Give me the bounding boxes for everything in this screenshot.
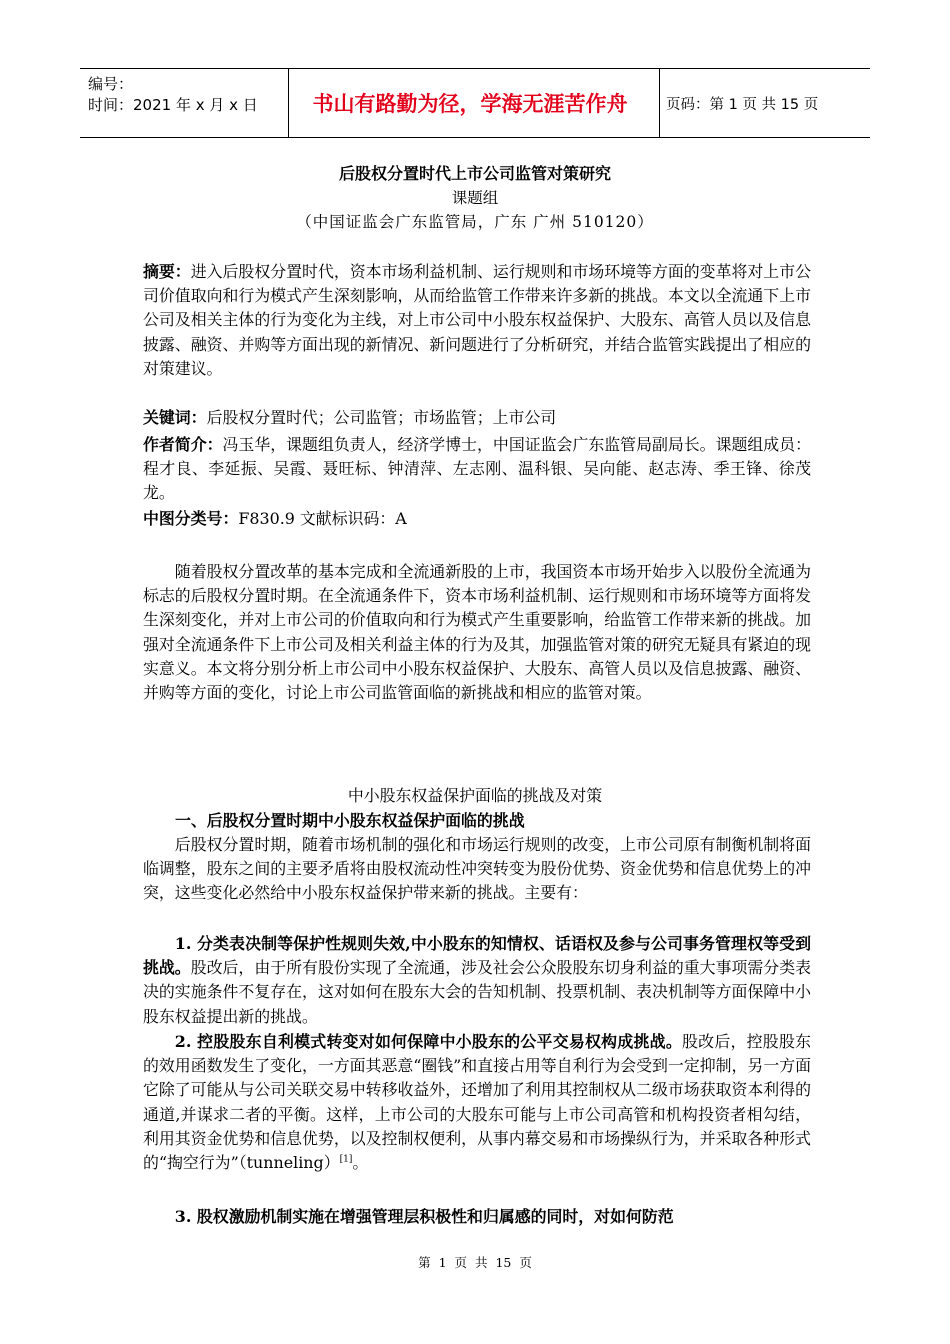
abstract-paragraph: [143, 260, 811, 381]
point-1-paragraph: [143, 932, 811, 1029]
point-1-text: 股改后，由于所有股份实现了全流通，涉及社会公众股股东切身利益的重大事项需分类表决的实施条件不复存在，这对如何在股东大会的告知机制、投票机制、表决机制等方面保障中小股东权益提出新的挑战。: [143, 958, 812, 1026]
keywords-paragraph: [143, 406, 811, 430]
header-meta: [80, 69, 289, 137]
paper-affiliation: （中国证监会广东监管局，广东 广州 510120）: [296, 213, 654, 231]
point-2-paragraph: [143, 1030, 811, 1175]
author-bio-label: 作者简介：: [143, 435, 223, 454]
paper-title: 后股权分置时代上市公司监管对策研究: [338, 164, 611, 183]
page-footer: 第 1 页 共 15 页: [418, 1255, 532, 1270]
paper-author: 课题组: [451, 189, 499, 207]
intro-paragraph: 随着股权分置改革的基本完成和全流通新股的上市，我国资本市场开始步入以股份全流通为标志的后股权分置时期。在全流通条件下，资本市场利益机制、运行规则和市场环境等方面将发生深刻变化，并对上市公司的价值取向和行为模式产生重要影响，给监管工作带来新的挑战。加强对全流通条件下上市公司及相关利益主体的行为及其，加强监管对策的研究无疑具有紧迫的现实意义。本文将分别分析上市公司中小股东权益保护、大股东、高管人员以及信息披露、融资、并购等方面的变化，讨论上市公司监管面临的新挑战和相应的监管对策。: [143, 562, 811, 703]
point-2-text: 股改后，控股股东的效用函数发生了变化，一方面其恶意“圈钱”和直接占用等自利行为会受到一定抑制，另一方面它除了可能从与公司关联交易中转移收益外，还增加了利用其控制权从二级市场获取资本利得的通道,并谋求二者的平衡。这样，上市公司的大股东可能与上市公司高管和机构投资者相勾结，利用其资金优势和信息优势，以及控制权便利，从事内幕交易和市场操纵行为，并采取各种形式的“掏空行为”（tunneling）: [143, 1032, 812, 1173]
classification-label: 中图分类号：: [143, 509, 239, 528]
document-header: [80, 68, 870, 138]
author-bio-paragraph: [143, 433, 811, 506]
abstract-label: 摘要：: [143, 262, 191, 281]
abstract-text: 进入后股权分置时代，资本市场利益机制、运行规则和市场环境等方面的变革将对上市公司价值取向和行为模式产生深刻影响，从而给监管工作带来许多新的挑战。本文以全流通下上市公司及相关主体的行为变化为主线，对上市公司中小股东权益保护、大股东、高管人员以及信息披露、融资、并购等方面出现的新情况、新问题进行了分析研究，并结合监管实践提出了相应的对策建议。: [143, 262, 812, 378]
subsection-intro-paragraph: 后股权分置时期，随着市场机制的强化和市场运行规则的改变，上市公司原有制衡机制将面临调整，股东之间的主要矛盾将由股权流动性冲突转变为股份优势、资金优势和信息优势上的冲突，这些变化必然给中小股东权益保护带来新的挑战。主要有：: [143, 835, 811, 903]
header-date: 时间：2021 年 x 月 x 日: [88, 96, 258, 114]
author-bio-text: 冯玉华，课题组负责人，经济学博士，中国证监会广东监管局副局长。课题组成员：程才良、李延振、吴霞、聂旺标、钟清萍、左志刚、温科银、吴向能、赵志涛、季王锋、徐茂龙。: [143, 435, 812, 503]
section-title: 中小股东权益保护面临的挑战及对策: [347, 786, 603, 805]
point-2-heading: 2. 控股股东自利模式转变对如何保障中小股东的公平交易权构成挑战。: [174, 1032, 682, 1051]
keywords-label: 关键词：: [143, 408, 207, 427]
header-code-label: 编号：: [88, 75, 134, 93]
point-2-end: 。: [352, 1153, 369, 1173]
keywords-text: 后股权分置时代；公司监管；市场监管；上市公司: [206, 408, 557, 427]
point-1-heading: 1. 分类表决制等保护性规则失效,中小股东的知情权、话语权及参与公司事务管理权等受到挑战。: [143, 934, 811, 978]
point-3-heading: 3. 股权激励机制实施在增强管理层积极性和归属感的同时，对如何防范: [174, 1207, 674, 1226]
header-page-info: 页码：第 1 页 共 15 页: [666, 96, 819, 113]
classification-paragraph: [143, 507, 811, 531]
point-3-paragraph: [143, 1205, 811, 1229]
classification-text: F830.9 文献标识码：A: [238, 509, 407, 528]
citation-ref: [1]: [339, 1154, 353, 1165]
header-motto: 书山有路勤为径，学海无涯苦作舟: [281, 69, 660, 137]
subsection-title: 一、后股权分置时期中小股东权益保护面临的挑战: [175, 811, 525, 830]
